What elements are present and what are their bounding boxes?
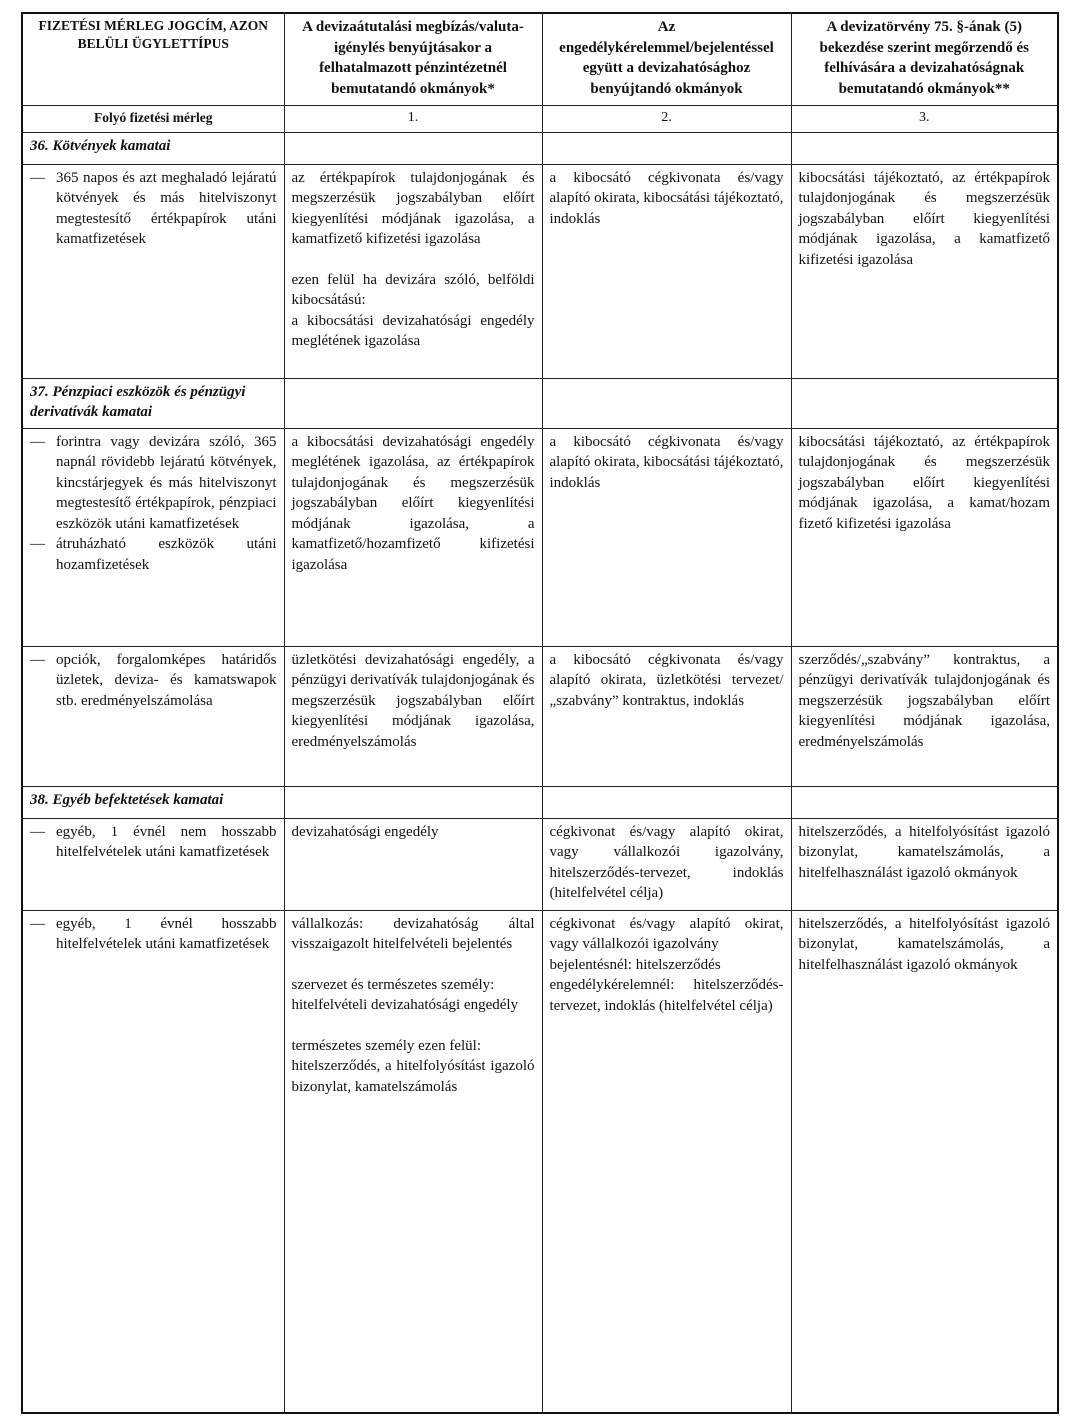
section-38-title: 38. Egyéb befektetések kamatai — [22, 786, 284, 818]
dash: — — [30, 536, 45, 552]
empty-cell — [284, 378, 542, 428]
col1-cell: a kibocsátási devizahatósági engedély meglétének igazolása, az értékpapírok tulajdonjogának és megszerzésük jogszabályban előírt kiegyenlítési módjának igazolása, a kamatfizető/hozamfizető kifizetési igazolása — [284, 428, 542, 646]
col3-cell: hitelszerződés, a hitelfolyósítást igazoló bizonylat, kamatelszámolás, a hitelfelhasználást igazoló okmányok — [791, 910, 1058, 1413]
item-text: forintra vagy devizára szóló, 365 napnál rövidebb lejáratú kötvények, kincstárjegyek és más hitelviszonyt megtestesítő értékpapírok, pénzpiaci eszközök utáni kamatfizetések — [56, 433, 277, 532]
header-col-1: A devizaátutalási megbízás/valuta-igénylés benyújtásakor a felhatalmazott pénzintézetnél bemutatandó okmányok* — [284, 13, 542, 105]
empty-cell — [791, 786, 1058, 818]
cell-paragraph: szervezet és természetes személy: — [291, 976, 495, 993]
cell-paragraph: engedélykérelemnél: hitelszerződés-tervezet, indoklás (hitelfelvétel célja) — [549, 977, 784, 1014]
col2-cell: a kibocsátó cégkivonata és/vagy alapító okirata, kibocsátási tájékoztató, indoklás — [542, 164, 791, 378]
cell-paragraph: hitelszerződés, a hitelfolyósítást igazoló bizonylat, kamatelszámolás — [291, 1058, 535, 1095]
cell-paragraph: természetes személy ezen felül: — [291, 1037, 481, 1054]
item-text: átruházható eszközök utáni hozamfizetések — [56, 536, 277, 573]
balance-of-payments-table — [21, 12, 1059, 1414]
item-cell — [22, 428, 284, 646]
header-row — [22, 13, 1058, 105]
empty-cell — [542, 132, 791, 164]
col3-cell: kibocsátási tájékoztató, az értékpapírok tulajdonjogának és megszerzésük jogszabályban előírt kiegyenlítési módjának igazolása, a kamat/hozam fizető kifizetési igazolása — [791, 428, 1058, 646]
dash: — — [30, 823, 45, 840]
empty-cell — [284, 786, 542, 818]
col2-cell: a kibocsátó cégkivonata és/vagy alapító okirata, kibocsátási tájékoztató, indoklás — [542, 428, 791, 646]
dash: — — [30, 169, 45, 186]
item-text: opciók, forgalomképes határidős üzletek, deviza- és kamatswapok stb. eredményelszámolása — [56, 651, 277, 709]
col3-cell: kibocsátási tájékoztató, az értékpapírok tulajdonjogának és megszerzésük jogszabályban előírt kiegyenlítési módjának igazolása, a kamatfizető kifizetési igazolása — [791, 164, 1058, 378]
item-text: egyéb, 1 évnél hosszabb hitelfelvételek utáni kamatfizetések — [56, 915, 277, 952]
table-row — [22, 428, 1058, 646]
cell-paragraph: ezen felül ha devizára szóló, belföldi kibocsátású: — [291, 271, 535, 308]
header-col-3: A devizatörvény 75. §-ának (5) bekezdése szerint megőrzendő és felhívására a devizahatóságnak bemutatandó okmányok** — [791, 13, 1058, 105]
cell-paragraph: vállalkozás: devizahatóság által visszaigazolt hitelfelvételi bejelentés — [291, 915, 535, 952]
table-row — [22, 646, 1058, 786]
col1-cell — [284, 164, 542, 378]
item-cell — [22, 910, 284, 1413]
cell-paragraph: cégkivonat és/vagy alapító okirat, vagy vállalkozói igazolvány — [549, 915, 784, 952]
dash: — — [30, 433, 45, 450]
item-text: 365 napos és azt meghaladó lejáratú kötvények és más hitelviszonyt megtestesítő értékpapírok utáni kamatfizetések — [56, 169, 277, 247]
item-cell — [22, 164, 284, 378]
section-row — [22, 786, 1058, 818]
cell-paragraph: a kibocsátási devizahatósági engedély meglétének igazolása — [291, 312, 535, 349]
empty-cell — [542, 786, 791, 818]
col2-cell — [542, 910, 791, 1413]
empty-cell — [791, 132, 1058, 164]
section-row — [22, 378, 1058, 428]
col1-cell — [284, 910, 542, 1413]
empty-cell — [542, 378, 791, 428]
item-cell — [22, 818, 284, 910]
header-col-2: Az engedélykérelemmel/bejelentéssel együtt a devizahatósághoz benyújtandó okmányok — [542, 13, 791, 105]
section-37-title: 37. Pénzpiaci eszközök és pénzügyi derivatívák kamatai — [22, 378, 284, 428]
item-cell — [22, 646, 284, 786]
table-row — [22, 818, 1058, 910]
numbering-row — [22, 105, 1058, 132]
col2-cell: a kibocsátó cégkivonata és/vagy alapító okirata, üzletkötési tervezet/„szabvány” kontraktus, indoklás — [542, 646, 791, 786]
section-row — [22, 132, 1058, 164]
empty-cell — [791, 378, 1058, 428]
dash: — — [30, 915, 45, 932]
cell-paragraph: bejelentésnél: hitelszerződés — [549, 956, 721, 973]
numbering-label: Folyó fizetési mérleg — [22, 105, 284, 132]
table-row — [22, 164, 1058, 378]
empty-cell — [284, 132, 542, 164]
numbering-2: 2. — [542, 105, 791, 132]
header-col-title: FIZETÉSI MÉRLEG JOGCÍM, AZON BELÜLI ÜGYLETTÍPUS — [22, 13, 284, 105]
cell-paragraph: hitelfelvételi devizahatósági engedély — [291, 997, 519, 1013]
col3-cell: szerződés/„szabvány” kontraktus, a pénzügyi derivatívák tulajdonjogának és megszerzésük jogszabályban előírt kiegyenlítési módjának igazolása, eredményelszámolás — [791, 646, 1058, 786]
numbering-1: 1. — [284, 105, 542, 132]
cell-paragraph: az értékpapírok tulajdonjogának és megszerzésük jogszabályban előírt kiegyenlítési módjának igazolása, a kamatfizető kifizetési igazolása — [291, 169, 535, 247]
item-text: egyéb, 1 évnél nem hosszabb hitelfelvételek utáni kamatfizetések — [56, 823, 277, 860]
numbering-3: 3. — [791, 105, 1058, 132]
col1-cell: devizahatósági engedély — [284, 818, 542, 910]
dash: — — [30, 651, 45, 668]
col3-cell: hitelszerződés, a hitelfolyósítást igazoló bizonylat, kamatelszámolás, a hitelfelhasználást igazoló okmányok — [791, 818, 1058, 910]
table-row — [22, 910, 1058, 1413]
col1-cell: üzletkötési devizahatósági engedély, a pénzügyi derivatívák tulajdonjogának és megszerzésük jogszabályban előírt kiegyenlítési módjának igazolása, eredményelszámolás — [284, 646, 542, 786]
col2-cell: cégkivonat és/vagy alapító okirat, vagy vállalkozói igazolvány, hitelszerződés-tervezet, indoklás (hitelfelvétel célja) — [542, 818, 791, 910]
section-36-title: 36. Kötvények kamatai — [22, 132, 284, 164]
